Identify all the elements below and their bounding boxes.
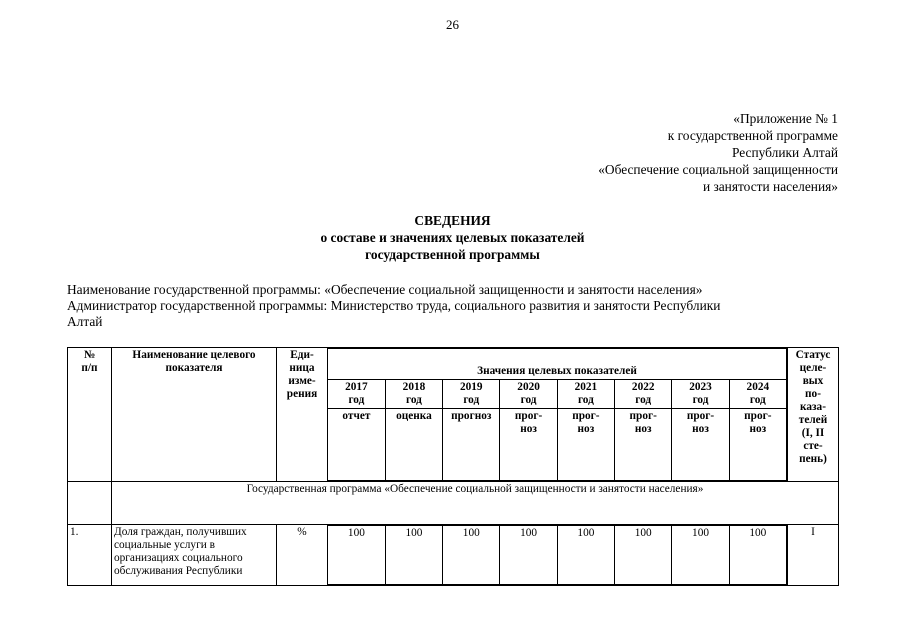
header-number: № п/п xyxy=(68,348,112,482)
row-number: 1. xyxy=(68,525,112,586)
row-indicator-name: Доля граждан, получивших социальные услуги в организациях социального обслуживания Республики xyxy=(112,525,277,586)
document-heading xyxy=(0,212,905,263)
header-values-title: Значения целевых показателей xyxy=(328,349,787,380)
administrator-line: Алтай xyxy=(67,314,103,329)
value-2024: 100 xyxy=(729,526,786,585)
value-2017: 100 xyxy=(328,526,385,585)
administrator-line: Администратор государственной программы: Министерство труда, социального развития и занятости Республики xyxy=(67,298,721,313)
table-header-row xyxy=(68,348,839,482)
year-kind-2023: прог- ноз xyxy=(672,409,729,481)
year-kind-2019: прогноз xyxy=(443,409,500,481)
appendix-line: и занятости населения» xyxy=(702,179,838,194)
heading-title: СВЕДЕНИЯ xyxy=(414,213,491,228)
appendix-line: к государственной программе xyxy=(667,128,838,143)
year-header-2022: 2022 год xyxy=(615,380,672,409)
appendix-block xyxy=(598,110,838,195)
year-header-2018: 2018 год xyxy=(385,380,442,409)
year-header-2021: 2021 год xyxy=(557,380,614,409)
heading-subtitle: государственной программы xyxy=(365,247,540,262)
value-2020: 100 xyxy=(500,526,557,585)
year-kind-2018: оценка xyxy=(385,409,442,481)
heading-subtitle: о составе и значениях целевых показателей xyxy=(320,230,585,245)
header-unit: Еди- ница изме- рения xyxy=(277,348,328,482)
year-kind-2024: прог- ноз xyxy=(729,409,786,481)
header-values-block xyxy=(328,348,788,482)
year-header-table xyxy=(328,348,787,481)
year-header-2017: 2017 год xyxy=(328,380,385,409)
page-number: 26 xyxy=(446,17,459,32)
value-2019: 100 xyxy=(443,526,500,585)
year-kind-2021: прог- ноз xyxy=(557,409,614,481)
value-2022: 100 xyxy=(615,526,672,585)
year-kind-2022: прог- ноз xyxy=(615,409,672,481)
program-name-line: Наименование государственной программы: «Обеспечение социальной защищенности и занятости населения» xyxy=(67,282,703,297)
program-title-cell: Государственная программа «Обеспечение социальной защищенности и занятости населения» xyxy=(112,482,839,525)
value-2023: 100 xyxy=(672,526,729,585)
value-2018: 100 xyxy=(385,526,442,585)
year-kind-2017: отчет xyxy=(328,409,385,481)
value-2021: 100 xyxy=(557,526,614,585)
row-unit: % xyxy=(277,525,328,586)
appendix-line: «Обеспечение социальной защищенности xyxy=(598,162,838,177)
year-header-2020: 2020 год xyxy=(500,380,557,409)
row-status: I xyxy=(788,525,839,586)
appendix-line: «Приложение № 1 xyxy=(733,111,838,126)
row-values-table xyxy=(328,525,787,585)
row-values-block xyxy=(328,525,788,586)
program-row-empty-cell xyxy=(68,482,112,525)
year-kind-2020: прог- ноз xyxy=(500,409,557,481)
indicators-table xyxy=(67,347,839,586)
program-section-row xyxy=(68,482,839,525)
program-info xyxy=(67,282,847,330)
year-header-2024: 2024 год xyxy=(729,380,786,409)
appendix-line: Республики Алтай xyxy=(731,145,838,160)
table-row xyxy=(68,525,839,586)
header-status: Статус целе- вых по- каза- телей (I, II сте- пень) xyxy=(788,348,839,482)
header-indicator-name: Наименование целевого показателя xyxy=(112,348,277,482)
year-header-2019: 2019 год xyxy=(443,380,500,409)
year-header-2023: 2023 год xyxy=(672,380,729,409)
